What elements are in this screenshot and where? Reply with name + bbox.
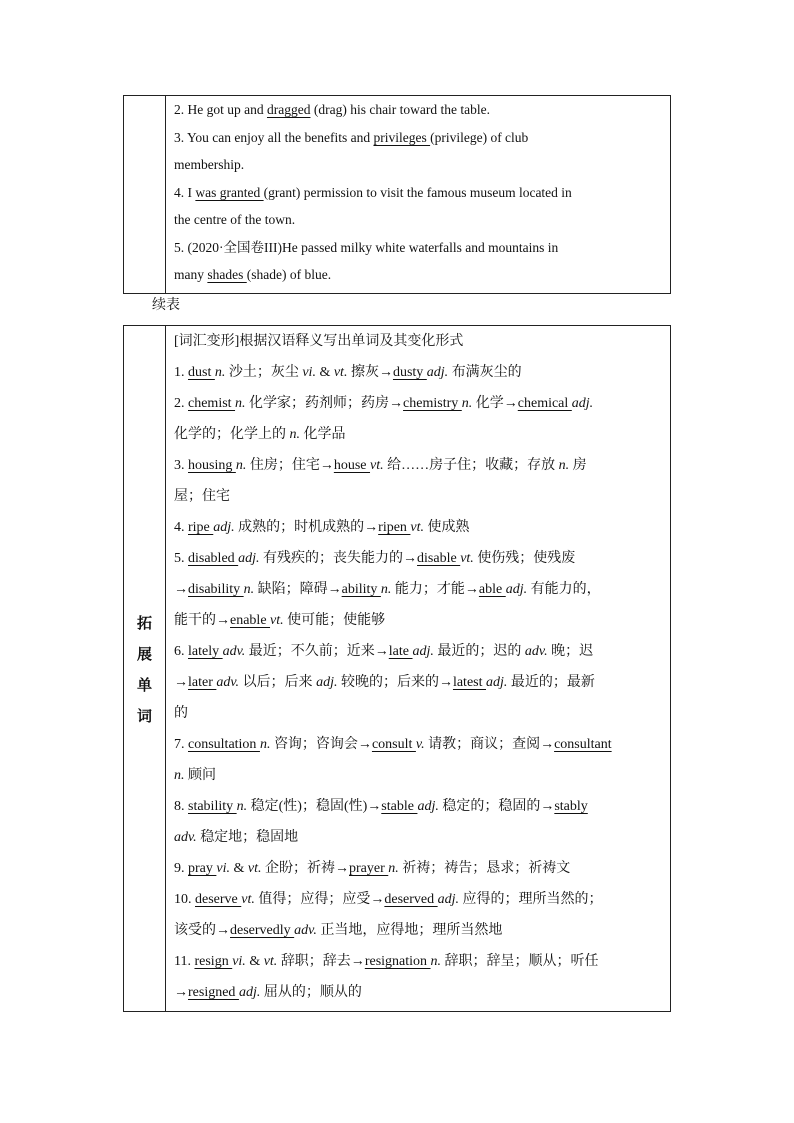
- text-segment: 最近；不久前；近来→: [245, 644, 389, 659]
- part-of-speech: n.: [235, 458, 247, 473]
- part-of-speech: vt.: [370, 458, 384, 473]
- text-segment: 稳定(性)；稳固(性)→: [247, 799, 382, 814]
- text-line: [174, 512, 664, 543]
- answer-word: consultation: [188, 737, 260, 752]
- answer-word: resign: [194, 954, 233, 969]
- text-line: [174, 605, 664, 636]
- part-of-speech: n.: [235, 396, 246, 411]
- text-line: [174, 261, 664, 289]
- text-segment: 最近的；最新: [507, 675, 595, 690]
- text-line: [174, 698, 664, 729]
- answer-word: pray: [188, 861, 217, 876]
- text-segment: 的: [174, 706, 188, 721]
- text-segment: 给……房子住；收藏；存放: [383, 458, 559, 473]
- text-segment: 屈从的；顺从的: [260, 985, 362, 1000]
- part-of-speech: vt.: [333, 365, 348, 380]
- text-line: [174, 946, 664, 977]
- text-line: [174, 822, 664, 853]
- text-segment: 11.: [174, 954, 195, 969]
- text-segment: 布满灰尘的: [448, 365, 522, 380]
- answer-word: dragged: [266, 102, 311, 117]
- text-line: [174, 636, 664, 667]
- text-segment: (shade) of blue.: [246, 267, 332, 282]
- side-label: [124, 608, 165, 732]
- part-of-speech: vt.: [263, 954, 278, 969]
- text-segment: 屋；住宅: [174, 489, 230, 504]
- text-segment: 沙土；灰尘: [225, 365, 303, 380]
- answer-word: disabled: [188, 551, 239, 566]
- text-segment: 10.: [174, 892, 195, 907]
- part-of-speech: adv.: [294, 923, 317, 938]
- answer-word: dusty: [392, 365, 427, 380]
- part-of-speech: vi.: [232, 954, 246, 969]
- vocab-table: [123, 325, 671, 1012]
- text-line: [174, 206, 664, 234]
- text-segment: 擦灰→: [347, 365, 393, 380]
- answer-word: stability: [188, 799, 237, 814]
- answer-word: dust: [188, 365, 215, 380]
- top-table-left-cell: [124, 96, 166, 293]
- part-of-speech: n.: [259, 737, 271, 752]
- text-segment: 7.: [174, 737, 188, 752]
- text-line: [174, 357, 664, 388]
- text-segment: 有残疾的；丧失能力的→: [259, 551, 418, 566]
- part-of-speech: n.: [380, 582, 392, 597]
- answer-word: deserve: [195, 892, 242, 907]
- side-label-char: 拓: [136, 614, 152, 632]
- text-segment: 能干的→: [174, 613, 230, 628]
- text-segment: 稳定的；稳固的→: [438, 799, 555, 814]
- text-segment: →: [174, 582, 188, 597]
- text-segment: 稳定地；稳固地: [196, 830, 299, 845]
- text-segment: 2. He got up and: [174, 102, 267, 117]
- answer-word: stably: [554, 799, 588, 814]
- text-segment: 请教；商议；查阅→: [424, 737, 555, 752]
- text-segment: 该受的→: [174, 923, 230, 938]
- side-label-char: 单: [136, 676, 152, 694]
- text-segment: 化学品: [300, 427, 346, 442]
- text-segment: 化学家；药剂师；药房→: [245, 396, 404, 411]
- text-segment: 3.: [174, 458, 188, 473]
- text-segment: 5. (2020·全国卷III)He passed milky white waterfalls and mountains in: [174, 239, 559, 255]
- text-segment: →: [174, 985, 188, 1000]
- part-of-speech: vt.: [270, 613, 284, 628]
- text-line: [174, 667, 664, 698]
- text-segment: (grant) permission to visit the famous museum located in: [263, 184, 572, 200]
- text-segment: 住房；住宅→: [246, 458, 334, 473]
- answer-word: enable: [230, 613, 271, 628]
- text-segment: 企盼；祈祷→: [261, 861, 349, 876]
- part-of-speech: adv.: [222, 644, 246, 659]
- text-line: [174, 96, 664, 124]
- part-of-speech: adj.: [417, 799, 439, 814]
- text-line: [174, 574, 664, 605]
- part-of-speech: vt.: [410, 520, 425, 535]
- text-segment: 4. I: [174, 184, 196, 200]
- part-of-speech: adj.: [426, 365, 449, 380]
- part-of-speech: adv.: [174, 830, 197, 845]
- text-segment: 晚；迟: [547, 644, 594, 659]
- text-segment: 成熟的；时机成熟的→: [234, 520, 379, 535]
- part-of-speech: adj.: [505, 582, 528, 597]
- text-line: [174, 124, 664, 152]
- text-segment: 较晚的；后来的→: [337, 675, 453, 690]
- text-segment: &: [230, 861, 248, 876]
- part-of-speech: adj.: [437, 892, 460, 907]
- text-segment: 4.: [174, 520, 188, 535]
- side-label-char: 展: [136, 645, 152, 663]
- answer-word: late: [388, 644, 413, 659]
- part-of-speech: adj.: [238, 551, 260, 566]
- answer-word: chemist: [188, 396, 236, 411]
- text-line: [174, 791, 664, 822]
- text-segment: (drag) his chair toward the table.: [310, 102, 491, 117]
- answer-word: disability: [188, 582, 244, 597]
- text-segment: membership.: [174, 157, 245, 172]
- answer-word: consult: [371, 737, 416, 752]
- answer-word: house: [333, 458, 371, 473]
- answer-word: prayer: [349, 861, 389, 876]
- part-of-speech: n.: [243, 582, 255, 597]
- text-segment: many: [174, 267, 208, 282]
- answer-word: resigned: [188, 985, 239, 1000]
- text-segment: (privilege) of club: [430, 129, 529, 145]
- text-segment: &: [245, 954, 264, 969]
- text-line: [174, 977, 664, 1008]
- part-of-speech: vt.: [247, 861, 262, 876]
- answer-word: privileges: [373, 129, 431, 145]
- text-line: [174, 179, 664, 207]
- vocab-table-content: [166, 326, 670, 1011]
- text-segment: 祈祷；祷告；恳求；祈祷文: [398, 861, 571, 876]
- text-segment: 6.: [174, 644, 188, 659]
- text-segment: →: [174, 675, 188, 690]
- text-line: [174, 915, 664, 946]
- answer-word: ripe: [188, 520, 214, 535]
- text-segment: [词汇变形]根据汉语释义写出单词及其变化形式: [174, 334, 464, 349]
- answer-word: shades: [207, 267, 247, 282]
- part-of-speech: n.: [174, 768, 185, 783]
- answer-word: deserved: [384, 892, 438, 907]
- part-of-speech: n.: [214, 365, 226, 380]
- part-of-speech: adv.: [524, 644, 548, 659]
- answer-word: latest: [452, 675, 486, 690]
- text-line: [174, 450, 664, 481]
- text-segment: 使成熟: [424, 520, 470, 535]
- part-of-speech: n.: [236, 799, 248, 814]
- text-segment: 值得；应得；应受→: [254, 892, 385, 907]
- part-of-speech: adv.: [216, 675, 240, 690]
- text-segment: 9.: [174, 861, 188, 876]
- part-of-speech: n.: [388, 861, 399, 876]
- part-of-speech: adj.: [412, 644, 434, 659]
- answer-word: resignation: [364, 954, 431, 969]
- part-of-speech: vt.: [460, 551, 474, 566]
- text-segment: 2.: [174, 396, 188, 411]
- part-of-speech: n.: [289, 427, 300, 442]
- text-segment: 最近的；迟的: [433, 644, 525, 659]
- text-segment: 化学→: [472, 396, 518, 411]
- part-of-speech: adj.: [213, 520, 235, 535]
- answer-word: deservedly: [230, 923, 295, 938]
- part-of-speech: adj.: [486, 675, 508, 690]
- continued-label: 续表: [152, 297, 180, 313]
- answer-word: able: [478, 582, 506, 597]
- text-segment: 正当地，应得地；理所当然地: [316, 923, 503, 938]
- text-segment: 缺陷；障碍→: [254, 582, 342, 597]
- answer-word: housing: [188, 458, 236, 473]
- text-line: [174, 234, 664, 262]
- text-segment: &: [315, 365, 334, 380]
- text-segment: 有能力的，: [527, 582, 601, 597]
- text-line: [174, 326, 664, 357]
- text-line: [174, 151, 664, 179]
- text-line: [174, 543, 664, 574]
- text-segment: 咨询；咨询会→: [270, 737, 372, 752]
- text-segment: 应得的；理所当然的；: [459, 892, 603, 907]
- part-of-speech: n.: [430, 954, 442, 969]
- text-line: [174, 729, 664, 760]
- text-segment: 使伤残；使残废: [473, 551, 576, 566]
- side-label-char: 词: [136, 707, 152, 725]
- answer-word: chemical: [517, 396, 572, 411]
- answer-word: disable: [417, 551, 461, 566]
- text-segment: the centre of the town.: [174, 212, 296, 227]
- text-segment: 化学的；化学上的: [174, 427, 290, 442]
- part-of-speech: vi.: [216, 861, 230, 876]
- part-of-speech: adj.: [571, 396, 594, 411]
- text-segment: 辞职；辞去→: [277, 954, 365, 969]
- answer-word: ability: [341, 582, 381, 597]
- continued-table-top: [123, 95, 671, 294]
- text-segment: 3. You can enjoy all the benefits and: [174, 129, 374, 145]
- part-of-speech: vi.: [302, 365, 316, 380]
- part-of-speech: adj.: [238, 985, 261, 1000]
- text-segment: 以后；后来: [239, 675, 317, 690]
- part-of-speech: n.: [461, 396, 473, 411]
- top-table-content: [166, 96, 670, 293]
- part-of-speech: n.: [558, 458, 570, 473]
- text-segment: 使可能；使能够: [283, 613, 386, 628]
- answer-word: lately: [188, 644, 223, 659]
- text-segment: 8.: [174, 799, 188, 814]
- text-line: [174, 884, 664, 915]
- part-of-speech: v.: [415, 737, 425, 752]
- answer-word: ripen: [378, 520, 411, 535]
- text-segment: 5.: [174, 551, 188, 566]
- side-label-cell: [124, 326, 166, 1011]
- text-line: [174, 481, 664, 512]
- answer-word: chemistry: [403, 396, 462, 411]
- text-line: [174, 388, 664, 419]
- text-line: [174, 419, 664, 450]
- answer-word: was granted: [195, 184, 264, 200]
- text-segment: 能力；才能→: [391, 582, 479, 597]
- text-line: [174, 760, 664, 791]
- text-segment: 1.: [174, 365, 188, 380]
- text-segment: 房: [569, 458, 587, 473]
- answer-word: consultant: [554, 737, 612, 752]
- part-of-speech: vt.: [241, 892, 255, 907]
- text-line: [174, 853, 664, 884]
- answer-word: stable: [381, 799, 418, 814]
- text-segment: 顾问: [184, 768, 216, 783]
- text-segment: 辞职；辞呈；顺从；听任: [441, 954, 599, 969]
- part-of-speech: adj.: [316, 675, 338, 690]
- answer-word: later: [188, 675, 217, 690]
